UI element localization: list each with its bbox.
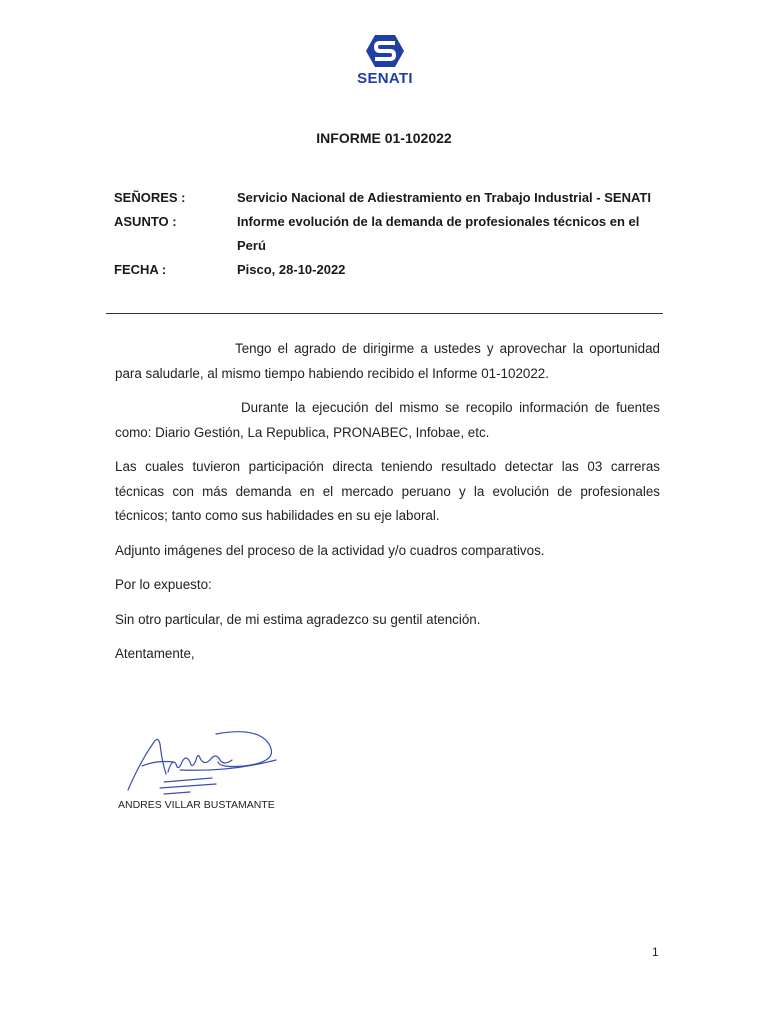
recipient-row: [114, 186, 664, 210]
recipient-value: Servicio Nacional de Adiestramiento en Trabajo Industrial - SENATI: [237, 190, 651, 205]
signature-icon: [120, 722, 285, 802]
paragraph-attachments: Adjunto imágenes del proceso de la actividad y/o cuadros comparativos.: [115, 542, 545, 558]
paragraph-closing: Sin otro particular, de mi estima agradezco su gentil atención.: [115, 611, 481, 627]
senati-logo: [345, 34, 425, 87]
subject-value: Informe evolución de la demanda de profesionales técnicos en el Perú: [237, 214, 640, 253]
handwritten-signature: [120, 722, 285, 807]
logo-text: SENATI: [357, 70, 413, 87]
subject-label: ASUNTO :: [114, 214, 177, 229]
header-divider: [106, 313, 663, 314]
paragraph-greeting: Tengo el agrado de dirigirme a ustedes y aprovechar la oportunidad para saludarle, al mismo tiempo habiendo recibido el Informe 01-102022.: [115, 341, 660, 381]
recipient-label: SEÑORES :: [114, 190, 186, 205]
paragraph-results: Las cuales tuvieron participación directa teniendo resultado detectar las 03 carreras técnicas con más demanda en el mercado peruano y la evolución de profesionales técnicos; tanto como sus habilidades en su eje laboral.: [115, 459, 660, 523]
date-value: Pisco, 28-10-2022: [237, 262, 346, 277]
page-number: 1: [652, 945, 659, 959]
signer-name: ANDRES VILLAR BUSTAMANTE: [118, 799, 275, 811]
subject-row: [114, 210, 664, 258]
paragraph-regards: Atentamente,: [115, 646, 195, 661]
senati-emblem-icon: [365, 34, 405, 68]
date-label: FECHA :: [114, 262, 167, 277]
letter-body: [115, 337, 660, 677]
report-header-fields: [114, 186, 664, 282]
paragraph-conclusion: Por lo expuesto:: [115, 577, 212, 592]
paragraph-sources: Durante la ejecución del mismo se recopilo información de fuentes como: Diario Gestión, La Republica, PRONABEC, Infobae, etc.: [115, 400, 660, 440]
report-title: INFORME 01-102022: [316, 130, 452, 146]
date-row: [114, 258, 664, 282]
